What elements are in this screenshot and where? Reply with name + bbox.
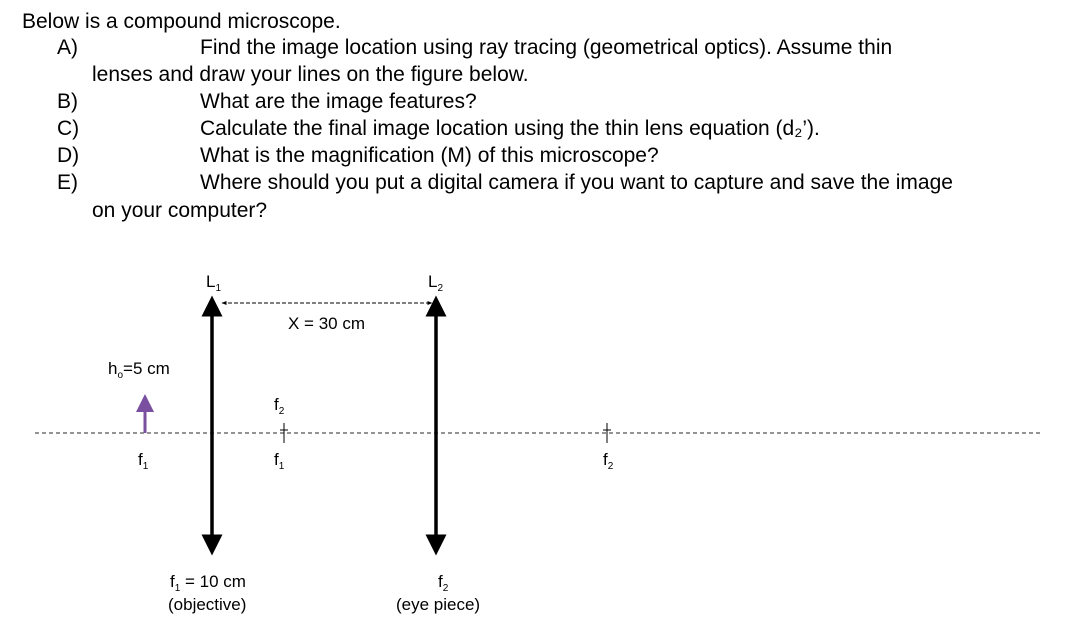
separation-label: X = 30 cm	[288, 314, 366, 333]
eyepiece-caption-focal: $f_2$	[438, 572, 449, 594]
part-c-letter: C)	[57, 117, 80, 140]
focal-label-f1-left: $f_1$	[138, 450, 149, 472]
part-b-text: What are the image features?	[200, 90, 477, 113]
objective-caption-focal: $f_1 = 10$ cm	[170, 572, 246, 594]
part-e-text: Where should you put a digital camera if you want to capture and save the image	[200, 171, 953, 194]
part-a-continuation: lenses and draw your lines on the figure below.	[92, 63, 529, 86]
focal-label-f2-right: $f_2$	[603, 450, 614, 472]
object-height-label: $h_o=5$ cm	[108, 359, 170, 381]
lens1-label: $L_1$	[206, 272, 222, 294]
focal-label-f1-lower: $f_1$	[274, 450, 285, 472]
part-c-text: Calculate the final image location using the thin lens equation (d₂’).	[200, 117, 820, 140]
part-d-text: What is the magnification (M) of this microscope?	[200, 144, 659, 167]
lens2-label: $L_2$	[428, 272, 444, 294]
objective-caption-name: (objective)	[168, 595, 247, 614]
object-arrow-head	[136, 394, 154, 412]
focal-label-f2-upper: $f_2$	[274, 395, 285, 417]
part-e-continuation: on your computer?	[92, 199, 268, 222]
eyepiece-caption-name: (eye piece)	[396, 595, 481, 614]
part-b-letter: B)	[57, 90, 78, 113]
part-a-text: Find the image location using ray tracing (geometrical optics). Assume thin	[200, 36, 893, 59]
intro-text: Below is a compound microscope.	[22, 10, 341, 33]
part-a-letter: A)	[57, 36, 78, 59]
part-e-letter: E)	[57, 171, 78, 194]
part-d-letter: D)	[57, 144, 80, 167]
